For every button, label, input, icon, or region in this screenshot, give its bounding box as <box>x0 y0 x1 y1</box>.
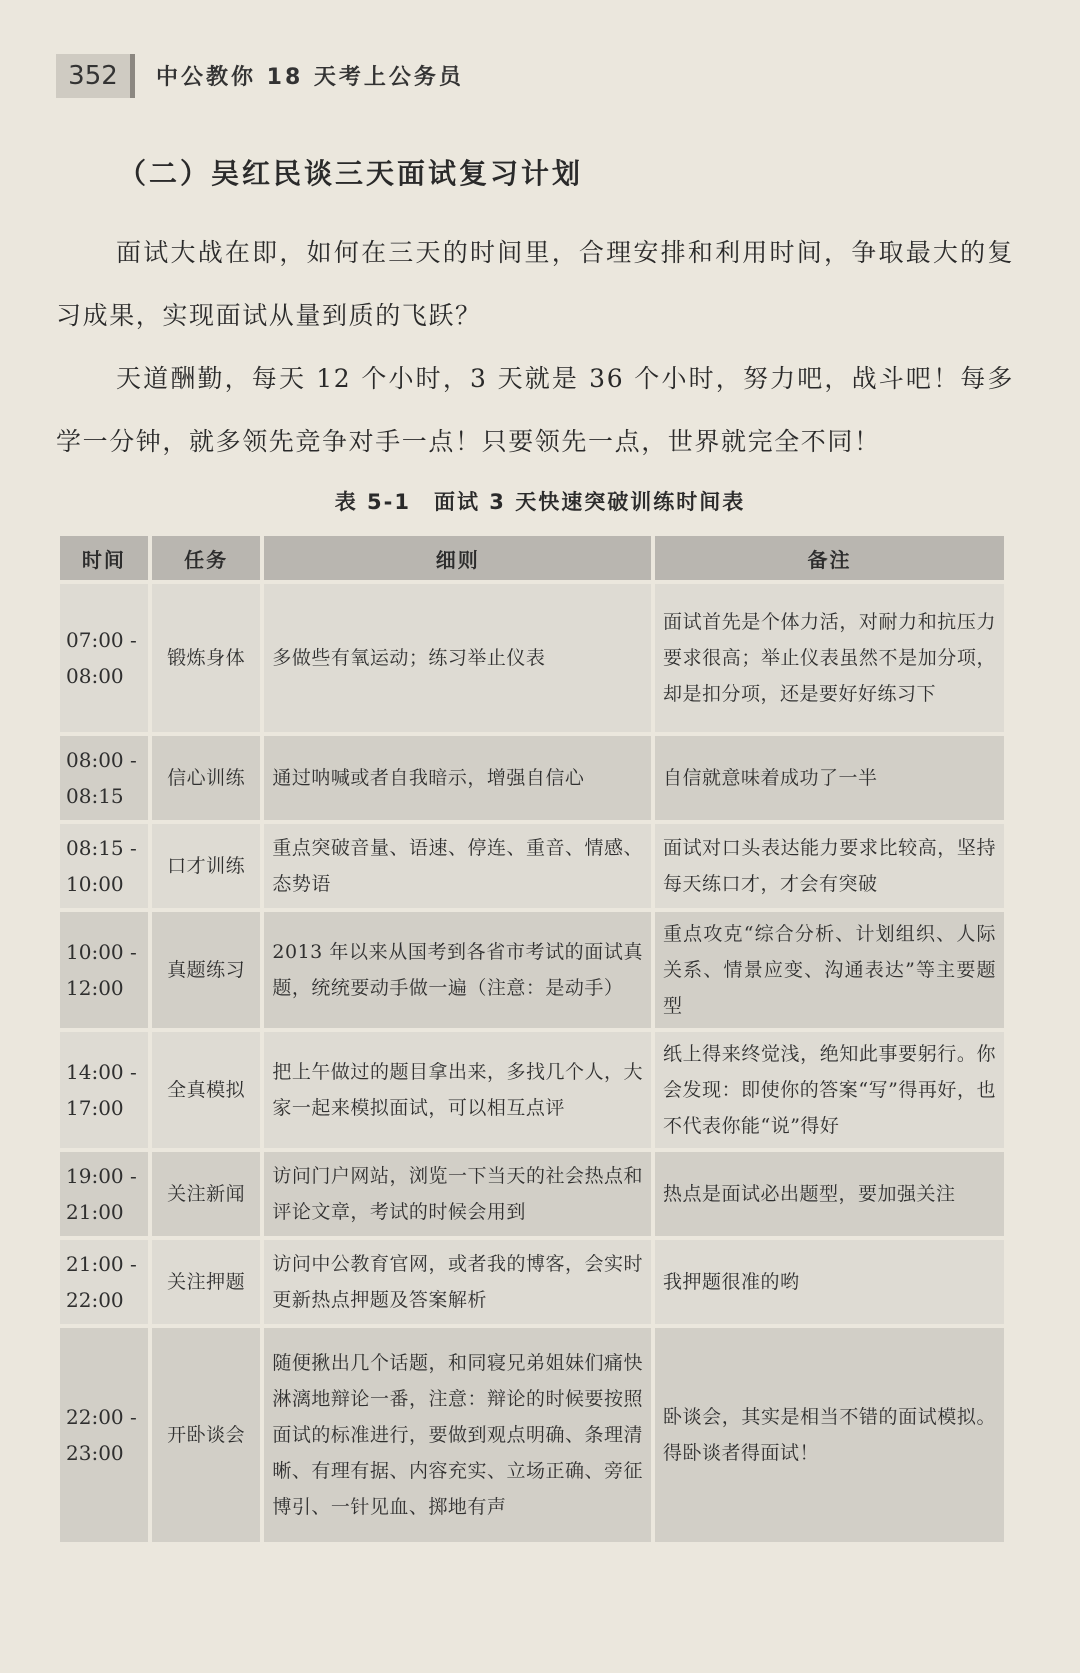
time-end: 08:00 <box>66 664 124 688</box>
time-start: 07:00 - <box>66 628 137 652</box>
time-start: 14:00 - <box>66 1060 137 1084</box>
page-header <box>56 52 1016 104</box>
task-cell: 真题练习 <box>152 912 261 1028</box>
time-start: 19:00 - <box>66 1164 137 1188</box>
schedule-table <box>56 532 1008 1546</box>
table-row <box>60 1240 1004 1324</box>
time-cell <box>60 824 148 908</box>
table-header-row <box>60 536 1004 580</box>
detail-cell: 把上午做过的题目拿出来，多找几个人，大家一起来模拟面试，可以相互点评 <box>264 1032 651 1148</box>
table-row <box>60 824 1004 908</box>
paragraph-1: 面试大战在即，如何在三天的时间里，合理安排和利用时间，争取最大的复习成果，实现面试从量到质的飞跃？ <box>56 238 1014 330</box>
time-cell <box>60 1328 148 1542</box>
header-detail: 细则 <box>264 536 651 580</box>
table-row <box>60 736 1004 820</box>
task-cell: 信心训练 <box>152 736 261 820</box>
time-start: 08:00 - <box>66 748 137 772</box>
time-start: 08:15 - <box>66 836 137 860</box>
time-start: 10:00 - <box>66 940 137 964</box>
table-row <box>60 912 1004 1028</box>
time-start: 22:00 - <box>66 1405 137 1429</box>
note-cell: 我押题很准的哟 <box>655 1240 1004 1324</box>
paragraph-2: 天道酬勤，每天 12 个小时，3 天就是 36 个小时，努力吧，战斗吧！每多学一分钟，就多领先竞争对手一点！只要领先一点，世界就完全不同！ <box>56 364 1014 456</box>
detail-cell: 多做些有氧运动；练习举止仪表 <box>264 584 651 732</box>
time-end: 23:00 <box>66 1441 124 1465</box>
time-cell <box>60 1240 148 1324</box>
task-cell: 开卧谈会 <box>152 1328 261 1542</box>
table-caption: 表 5-1 面试 3 天快速突破训练时间表 <box>334 490 746 514</box>
task-cell: 关注新闻 <box>152 1152 261 1236</box>
time-end: 10:00 <box>66 872 124 896</box>
note-cell: 卧谈会，其实是相当不错的面试模拟。得卧谈者得面试！ <box>655 1328 1004 1542</box>
time-end: 21:00 <box>66 1200 124 1224</box>
task-cell: 全真模拟 <box>152 1032 261 1148</box>
table-row <box>60 1152 1004 1236</box>
time-cell <box>60 1152 148 1236</box>
note-cell: 面试对口头表达能力要求比较高，坚持每天练口才，才会有突破 <box>655 824 1004 908</box>
note-cell: 面试首先是个体力活，对耐力和抗压力要求很高；举止仪表虽然不是加分项，却是扣分项，还是要好好练习下 <box>655 584 1004 732</box>
page-number: 352 <box>68 61 118 91</box>
section-heading: （二）吴红民谈三天面试复习计划 <box>118 157 584 190</box>
time-cell <box>60 912 148 1028</box>
detail-cell: 访问中公教育官网，或者我的博客，会实时更新热点押题及答案解析 <box>264 1240 651 1324</box>
time-start: 21:00 - <box>66 1252 137 1276</box>
running-title: 中公教你 18 天考上公务员 <box>156 65 464 90</box>
time-cell <box>60 1032 148 1148</box>
table-row <box>60 584 1004 732</box>
task-cell: 口才训练 <box>152 824 261 908</box>
time-cell <box>60 584 148 732</box>
table-row <box>60 1032 1004 1148</box>
header-note: 备注 <box>655 536 1004 580</box>
task-cell: 锻炼身体 <box>152 584 261 732</box>
task-cell: 关注押题 <box>152 1240 261 1324</box>
header-time: 时间 <box>60 536 148 580</box>
detail-cell: 随便揪出几个话题，和同寝兄弟姐妹们痛快淋漓地辩论一番，注意：辩论的时候要按照面试的标准进行，要做到观点明确、条理清晰、有理有据、内容充实、立场正确、旁征博引、一针见血、掷地有声 <box>264 1328 651 1542</box>
detail-cell: 通过呐喊或者自我暗示，增强自信心 <box>264 736 651 820</box>
table-row <box>60 1328 1004 1542</box>
detail-cell: 重点突破音量、语速、停连、重音、情感、态势语 <box>264 824 651 908</box>
time-end: 08:15 <box>66 784 124 808</box>
page-number-box <box>56 54 135 98</box>
time-cell <box>60 736 148 820</box>
time-end: 17:00 <box>66 1096 124 1120</box>
header-task: 任务 <box>152 536 261 580</box>
detail-cell: 2013 年以来从国考到各省市考试的面试真题，统统要动手做一遍（注意：是动手） <box>264 912 651 1028</box>
note-cell: 热点是面试必出题型，要加强关注 <box>655 1152 1004 1236</box>
note-cell: 自信就意味着成功了一半 <box>655 736 1004 820</box>
time-end: 22:00 <box>66 1288 124 1312</box>
note-cell: 纸上得来终觉浅，绝知此事要躬行。你会发现：即使你的答案“写”得再好，也不代表你能“说”得好 <box>655 1032 1004 1148</box>
detail-cell: 访问门户网站，浏览一下当天的社会热点和评论文章，考试的时候会用到 <box>264 1152 651 1236</box>
time-end: 12:00 <box>66 976 124 1000</box>
note-cell: 重点攻克“综合分析、计划组织、人际关系、情景应变、沟通表达”等主要题型 <box>655 912 1004 1028</box>
